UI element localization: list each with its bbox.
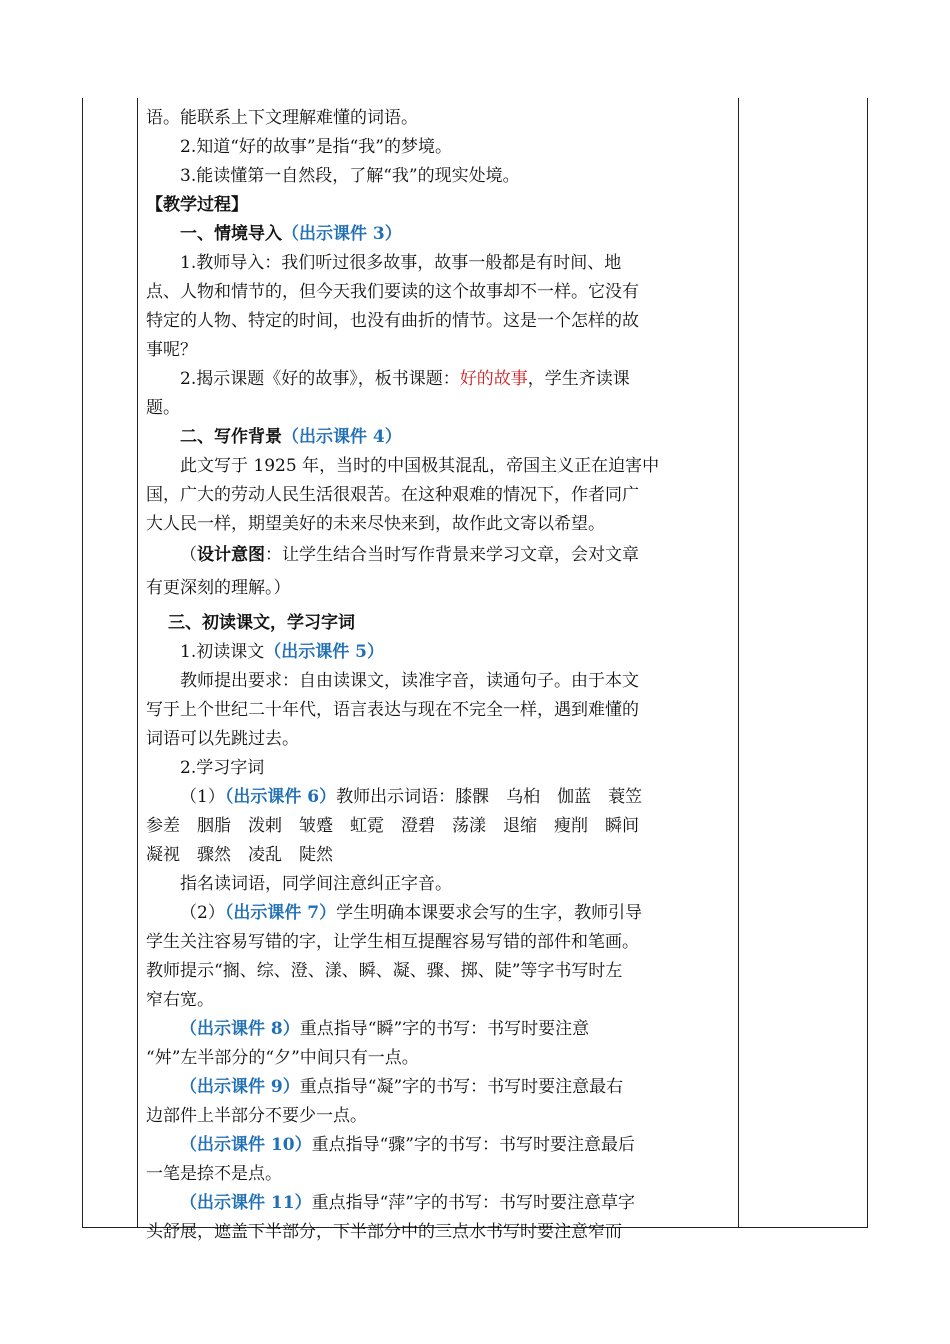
text-segment: 点、人物和情节的，但今天我们要读的这个故事却不一样。它没有 (146, 282, 639, 302)
text-line (146, 311, 639, 331)
text-line (146, 108, 418, 128)
highlighted-title: 好的故事 (459, 369, 528, 389)
text-segment: 大人民一样，期望美好的未来尽快来到，故作此文寄以希望。 (146, 514, 605, 534)
text-line (180, 642, 384, 662)
text-line (180, 253, 621, 273)
column-divider-right (738, 98, 739, 1227)
text-line (180, 427, 402, 447)
text-line (180, 758, 264, 778)
text-segment: ，学生齐读课 (527, 369, 630, 389)
text-line (146, 578, 291, 598)
text-line (146, 1106, 367, 1126)
text-segment: 学生明确本课要求会写的生字，教师引导 (336, 903, 643, 923)
text-line (146, 845, 333, 865)
text-line (146, 1048, 419, 1068)
text-segment: ：让学生结合当时写作背景来学习文章，会对文章 (265, 545, 639, 565)
text-segment: 重点指导“骤”字的书写：书写时要注意最后 (311, 1135, 635, 1155)
text-segment: 凝视 骤然 凌乱 陡然 (146, 845, 333, 865)
bold-heading: 二、写作背景 (180, 427, 282, 447)
text-segment: 有更深刻的理解。） (146, 578, 291, 598)
text-line (180, 1193, 635, 1213)
text-segment: 重点指导“凝”字的书写：书写时要注意最右 (299, 1077, 624, 1097)
text-line (180, 1135, 635, 1155)
text-segment: （ (180, 545, 197, 565)
courseware-reference: （出示课件 10） (180, 1135, 312, 1155)
text-segment: 2.学习字词 (180, 758, 265, 778)
text-line (180, 369, 630, 389)
text-segment: 参差 胭脂 泼剌 皱蹙 虹霓 澄碧 荡漾 退缩 瘦削 瞬间 (146, 816, 639, 836)
courseware-reference: （出示课件 8） (180, 1019, 300, 1039)
text-segment: 重点指导“萍”字的书写：书写时要注意草字 (311, 1193, 635, 1213)
text-segment: 教师提出要求：自由读课文，读准字音，读通句子。由于本文 (180, 671, 639, 691)
lesson-table (82, 98, 868, 1242)
text-segment: 3.能读懂第一自然段，了解“我”的现实处境。 (180, 166, 520, 186)
text-line (180, 1019, 589, 1039)
text-segment: 此文写于 1925 年，当时的中国极其混乱，帝国主义正在迫害中 (180, 456, 660, 476)
text-line (146, 340, 197, 360)
text-line (146, 990, 214, 1010)
courseware-reference: （出示课件 7） (224, 903, 337, 923)
text-segment: 教师出示词语：膝髁 乌桕 伽蓝 蓑笠 (336, 787, 643, 807)
text-segment: 2.知道“好的故事”是指“我”的梦境。 (180, 137, 452, 157)
text-line (180, 903, 642, 923)
text-line (146, 729, 299, 749)
courseware-reference: （出示课件 4） (282, 427, 402, 447)
text-line (180, 1077, 623, 1097)
text-line (180, 224, 402, 244)
text-segment: 词语可以先跳过去。 (146, 729, 299, 749)
text-line (146, 1222, 622, 1242)
text-segment: 事呢？ (146, 340, 197, 360)
text-segment: 一笔是捺不是点。 (146, 1164, 282, 1184)
text-segment: 语。能联系上下文理解难懂的词语。 (146, 108, 418, 128)
text-line (180, 874, 452, 894)
text-line (180, 787, 642, 807)
text-segment: 重点指导“瞬”字的书写：书写时要注意 (299, 1019, 590, 1039)
text-segment: 指名读词语，同学间注意纠正字音。 (180, 874, 452, 894)
text-line (180, 166, 520, 186)
text-line (180, 545, 639, 565)
courseware-reference: （出示课件 9） (180, 1077, 300, 1097)
text-segment: 学生关注容易写错的字，让学生相互提醒容易写错的部件和笔画。 (146, 932, 639, 952)
text-line (146, 485, 639, 505)
text-line (146, 1164, 282, 1184)
text-segment: 头舒展，遮盖下半部分，下半部分中的三点水书写时要注意窄而 (146, 1222, 622, 1242)
text-segment: 1.初读课文 (180, 642, 265, 662)
text-segment: 题。 (146, 398, 180, 418)
text-segment: 特定的人物、特定的时间，也没有曲折的情节。这是一个怎样的故 (146, 311, 639, 331)
text-segment: （1） (180, 787, 225, 807)
text-segment: （2） (180, 903, 225, 923)
text-line (146, 282, 639, 302)
text-line (146, 398, 180, 418)
text-segment: 2.揭示课题《好的故事》，板书课题： (180, 369, 460, 389)
text-line (168, 613, 355, 633)
bold-heading: 设计意图 (197, 545, 265, 565)
text-segment: 1.教师导入：我们听过很多故事，故事一般都是有时间、地 (180, 253, 622, 273)
text-line (146, 700, 639, 720)
courseware-reference: （出示课件 5） (264, 642, 384, 662)
bold-heading: 三、初读课文，学习字词 (168, 613, 355, 633)
text-line (180, 671, 639, 691)
text-segment: 边部件上半部分不要少一点。 (146, 1106, 367, 1126)
text-segment: 写于上个世纪二十年代，语言表达与现在不完全一样，遇到难懂的 (146, 700, 639, 720)
courseware-reference: （出示课件 3） (282, 224, 402, 244)
text-line (146, 195, 248, 215)
text-segment: 国，广大的劳动人民生活很艰苦。在这种艰难的情况下，作者同广 (146, 485, 639, 505)
courseware-reference: （出示课件 11） (180, 1193, 312, 1213)
text-line (180, 456, 659, 476)
text-line (180, 137, 452, 157)
text-segment: 教师提示“搁、综、澄、漾、瞬、凝、骤、掷、陡”等字书写时左 (146, 961, 623, 981)
text-segment: 窄右宽。 (146, 990, 214, 1010)
text-line (146, 816, 639, 836)
text-line (146, 961, 622, 981)
bold-heading: 一、情境导入 (180, 224, 282, 244)
column-divider-left (137, 98, 138, 1227)
text-line (146, 514, 605, 534)
text-line (146, 932, 639, 952)
courseware-reference: （出示课件 6） (224, 787, 337, 807)
text-segment: “舛”左半部分的“夕”中间只有一点。 (146, 1048, 419, 1068)
bold-heading: 【教学过程】 (146, 195, 248, 215)
